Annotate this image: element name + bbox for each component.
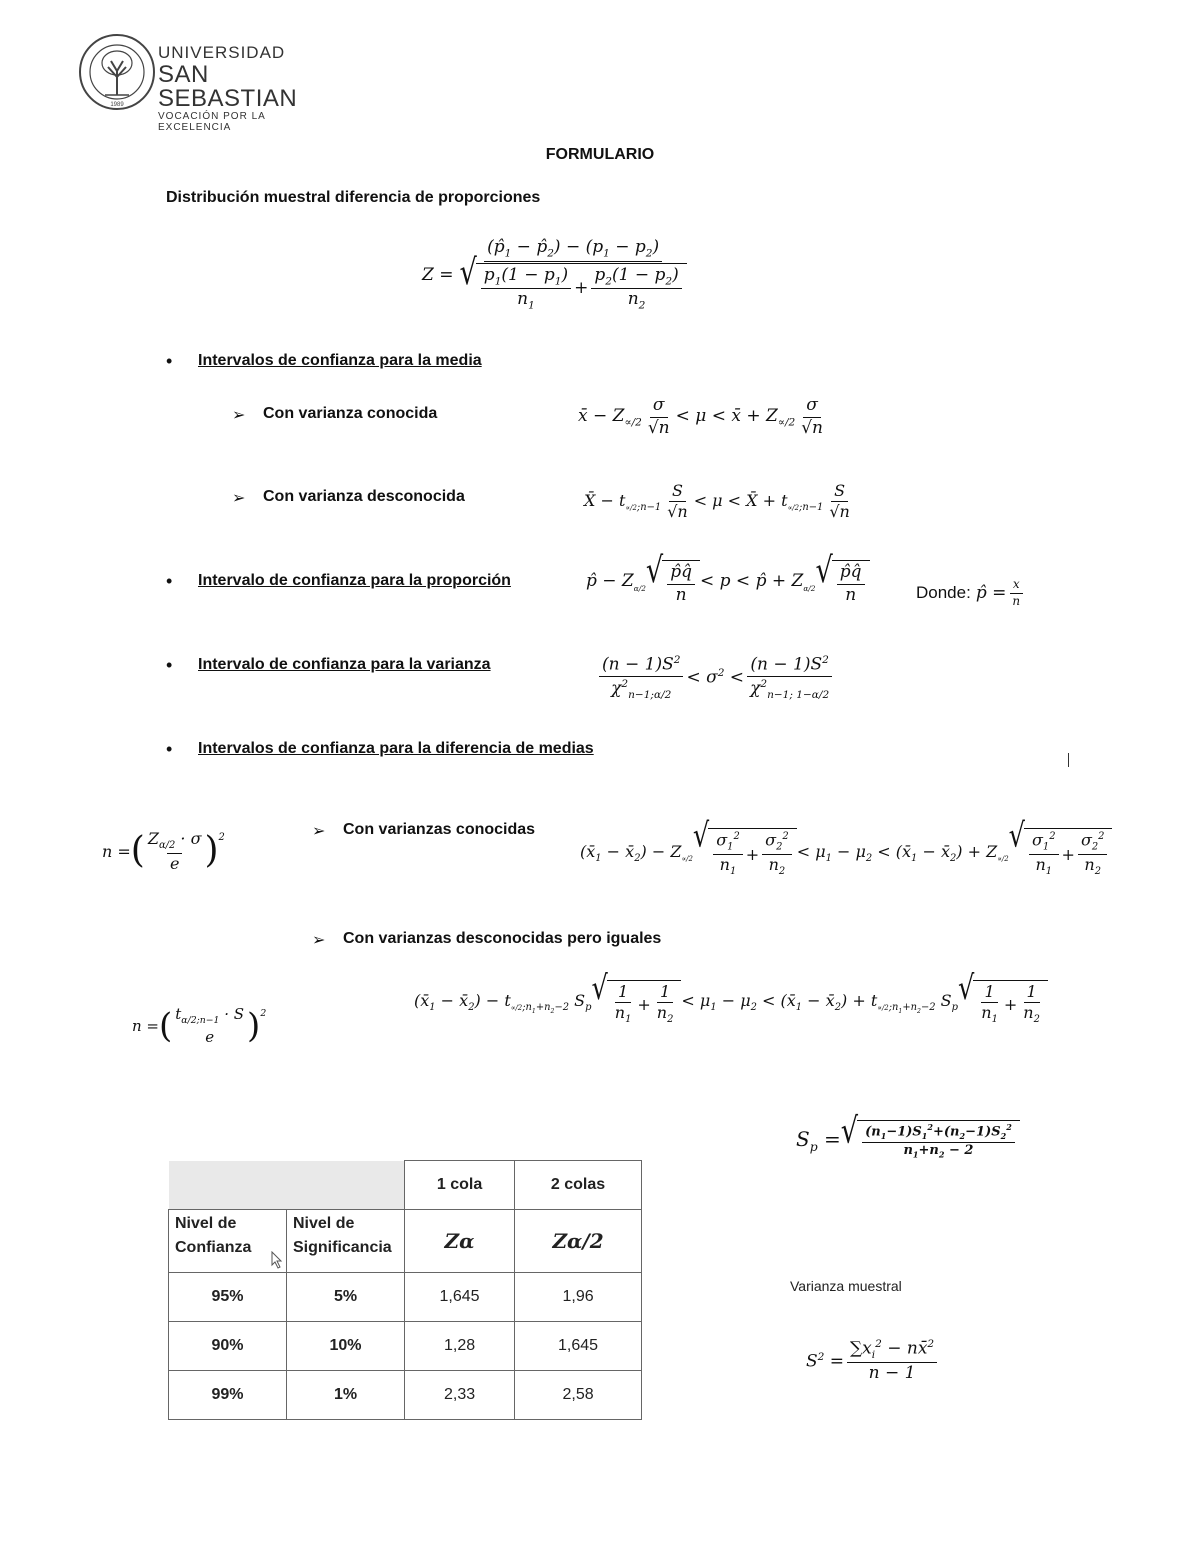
sub-var-desconocida: Con varianza desconocida	[263, 488, 465, 505]
cell-significancia: 1%	[287, 1370, 405, 1419]
table-row	[169, 1370, 642, 1419]
bullet-icon: •	[166, 655, 173, 675]
arrow-icon: ➢	[232, 407, 246, 424]
cell-dos-colas: 1,645	[515, 1321, 642, 1370]
formula-proporcion: p̂ − $Z_{\alpha/2}$ √ $\frac{p̂q̂}{n}$ < p < p̂ + $Z_{\alpha/2}$ √ $\frac{p̂q̂}{n}$	[586, 560, 870, 605]
bullet-icon: •	[166, 351, 173, 371]
cell-una-cola: 2,33	[405, 1370, 515, 1419]
varianza-muestral-label: Varianza muestral	[790, 1278, 902, 1294]
cell-significancia: 5%	[287, 1272, 405, 1321]
logo	[78, 33, 338, 133]
cell-confianza: 90%	[169, 1321, 287, 1370]
cell-dos-colas: 2,58	[515, 1370, 642, 1419]
formula-n-z: n = ( $\frac{Z_{\alpha/2} \cdot \sigma}{e}$ ) $^2$	[102, 829, 225, 873]
text-cursor	[1068, 753, 1069, 767]
university-label: UNIVERSIDAD	[158, 43, 286, 62]
col-nivel-significancia: Nivel de Significancia	[287, 1209, 405, 1272]
sub-vars-desconocidas-iguales: Con varianzas desconocidas pero iguales	[343, 930, 662, 947]
formula-media-var-desconocida: X̄ − $t_{\propto/2;n-1}$ $\frac{S}{√n}$ < μ < X̄ + $t_{\propto/2;n-1}$ $\frac{S}{√n}$	[584, 481, 850, 522]
bullet-proporcion: Intervalo de confianza para la proporción	[198, 572, 511, 589]
cell-significancia: 10%	[287, 1321, 405, 1370]
col-nivel-confianza: Nivel de Confianza	[169, 1209, 287, 1272]
bullet-media: Intervalos de confianza para la media	[198, 352, 482, 369]
bullet-icon: •	[166, 571, 173, 591]
table-row	[169, 1161, 642, 1210]
table-row	[169, 1321, 642, 1370]
svg-text:1989: 1989	[110, 102, 124, 108]
sub-var-conocida: Con varianza conocida	[263, 405, 438, 422]
formula-z-proporciones: Z = ($p̂_1$ − $p̂_2) - (p_1 - p_2)$ √ $\frac{p_1(1 - p_1)}{n_1}$ + $\frac{p_2(1 - p_2)}{n_2}$	[422, 238, 693, 312]
seal-icon	[78, 33, 156, 111]
formula-n-t: n = ( $t_{\alpha/2;n-1} \cdot S$ e ) $^2$	[132, 1005, 267, 1046]
cell-una-cola: 1,28	[405, 1321, 515, 1370]
formula-dif-medias-desconocidas: ($x̄_1$ − $x̄_2) - t_{\propto/2;n_1+n_2-2}$ $S_p$ √ $\frac{1}{n_1}$ + $\frac{1}{n_2}$ < $\mu_1 - \mu_2$ < ($x̄_1$ − $x̄_2) + t_{\propto/2;n_1+n_2-2}$ $S_p$ √ $\frac{1}{n_1}$ + $\frac{1}{n_2}$	[414, 980, 1048, 1026]
formula-dif-medias-conocidas: ($x̄_1$ − $x̄_2) - Z_{\propto/2}$ √ $\frac{\sigma_1^2}{n_1}$ + $\frac{\sigma_2^2}{n_2}$ < $\mu_1 - \mu_2$ < ($x̄_1$ − $x̄_2) + Z_{\propto/2}$ √ $\frac{\sigma_1^2}{n_1}$ + $\frac{\sigma_2^2}{n_2}$	[580, 828, 1112, 878]
formula-media-var-conocida: x̄ − $Z_{\propto/2}$ $\frac{\sigma}{√n}$ < μ < x̄ + $Z_{\propto/2}$ $\frac{\sigma}{√n}$	[578, 395, 823, 438]
formula-varianza-muestral: $S^2$ = $\frac{\sum x_i^2 - nx̄^2}{n - 1}$	[806, 1338, 940, 1384]
cell-confianza: 99%	[169, 1370, 287, 1419]
page-title: FORMULARIO	[545, 146, 655, 163]
cursor-icon	[271, 1251, 283, 1269]
z-table	[168, 1160, 642, 1420]
bullet-icon: •	[166, 739, 173, 759]
cell-dos-colas: 1,96	[515, 1272, 642, 1321]
formula-varianza: $\frac{(n - 1)S^2}{\chi^2_{n-1;\alpha/2}}$ < $\sigma^2$ < $\frac{(n - 1)S^2}{\chi^2_{n-1; 1-\alpha/2}}$	[596, 654, 835, 701]
section-heading: Distribución muestral diferencia de proporciones	[166, 189, 541, 206]
arrow-icon: ➢	[232, 490, 246, 507]
header-2-colas: 2 colas	[515, 1161, 642, 1210]
bullet-varianza: Intervalo de confianza para la varianza	[198, 656, 491, 673]
formula-sp: $S_p$ = √ $\frac{(n_1-1)S_1^2+(n_2-1)S_2^2}{n_1+n_2 - 2}$	[796, 1120, 1020, 1160]
table-row	[169, 1209, 642, 1272]
sub-vars-conocidas: Con varianzas conocidas	[343, 821, 536, 838]
bullet-diferencia: Intervalos de confianza para la diferencia de medias	[198, 740, 594, 757]
header-1-cola: 1 cola	[405, 1161, 515, 1210]
cell-una-cola: 1,645	[405, 1272, 515, 1321]
donde-phat: Donde: p̂ = $\frac{x}{n}$	[916, 578, 1026, 609]
arrow-icon: ➢	[312, 932, 326, 949]
university-name: SAN SEBASTIAN	[158, 61, 298, 112]
cell-confianza: 95%	[169, 1272, 287, 1321]
arrow-icon: ➢	[312, 823, 326, 840]
donde-label: Donde:	[916, 583, 971, 603]
symbol-z-alpha: Zα	[405, 1209, 515, 1272]
university-tagline: VOCACIÓN POR LA EXCELENCIA	[158, 111, 266, 133]
table-row	[169, 1272, 642, 1321]
symbol-z-alpha-2: Zα/2	[515, 1209, 642, 1272]
